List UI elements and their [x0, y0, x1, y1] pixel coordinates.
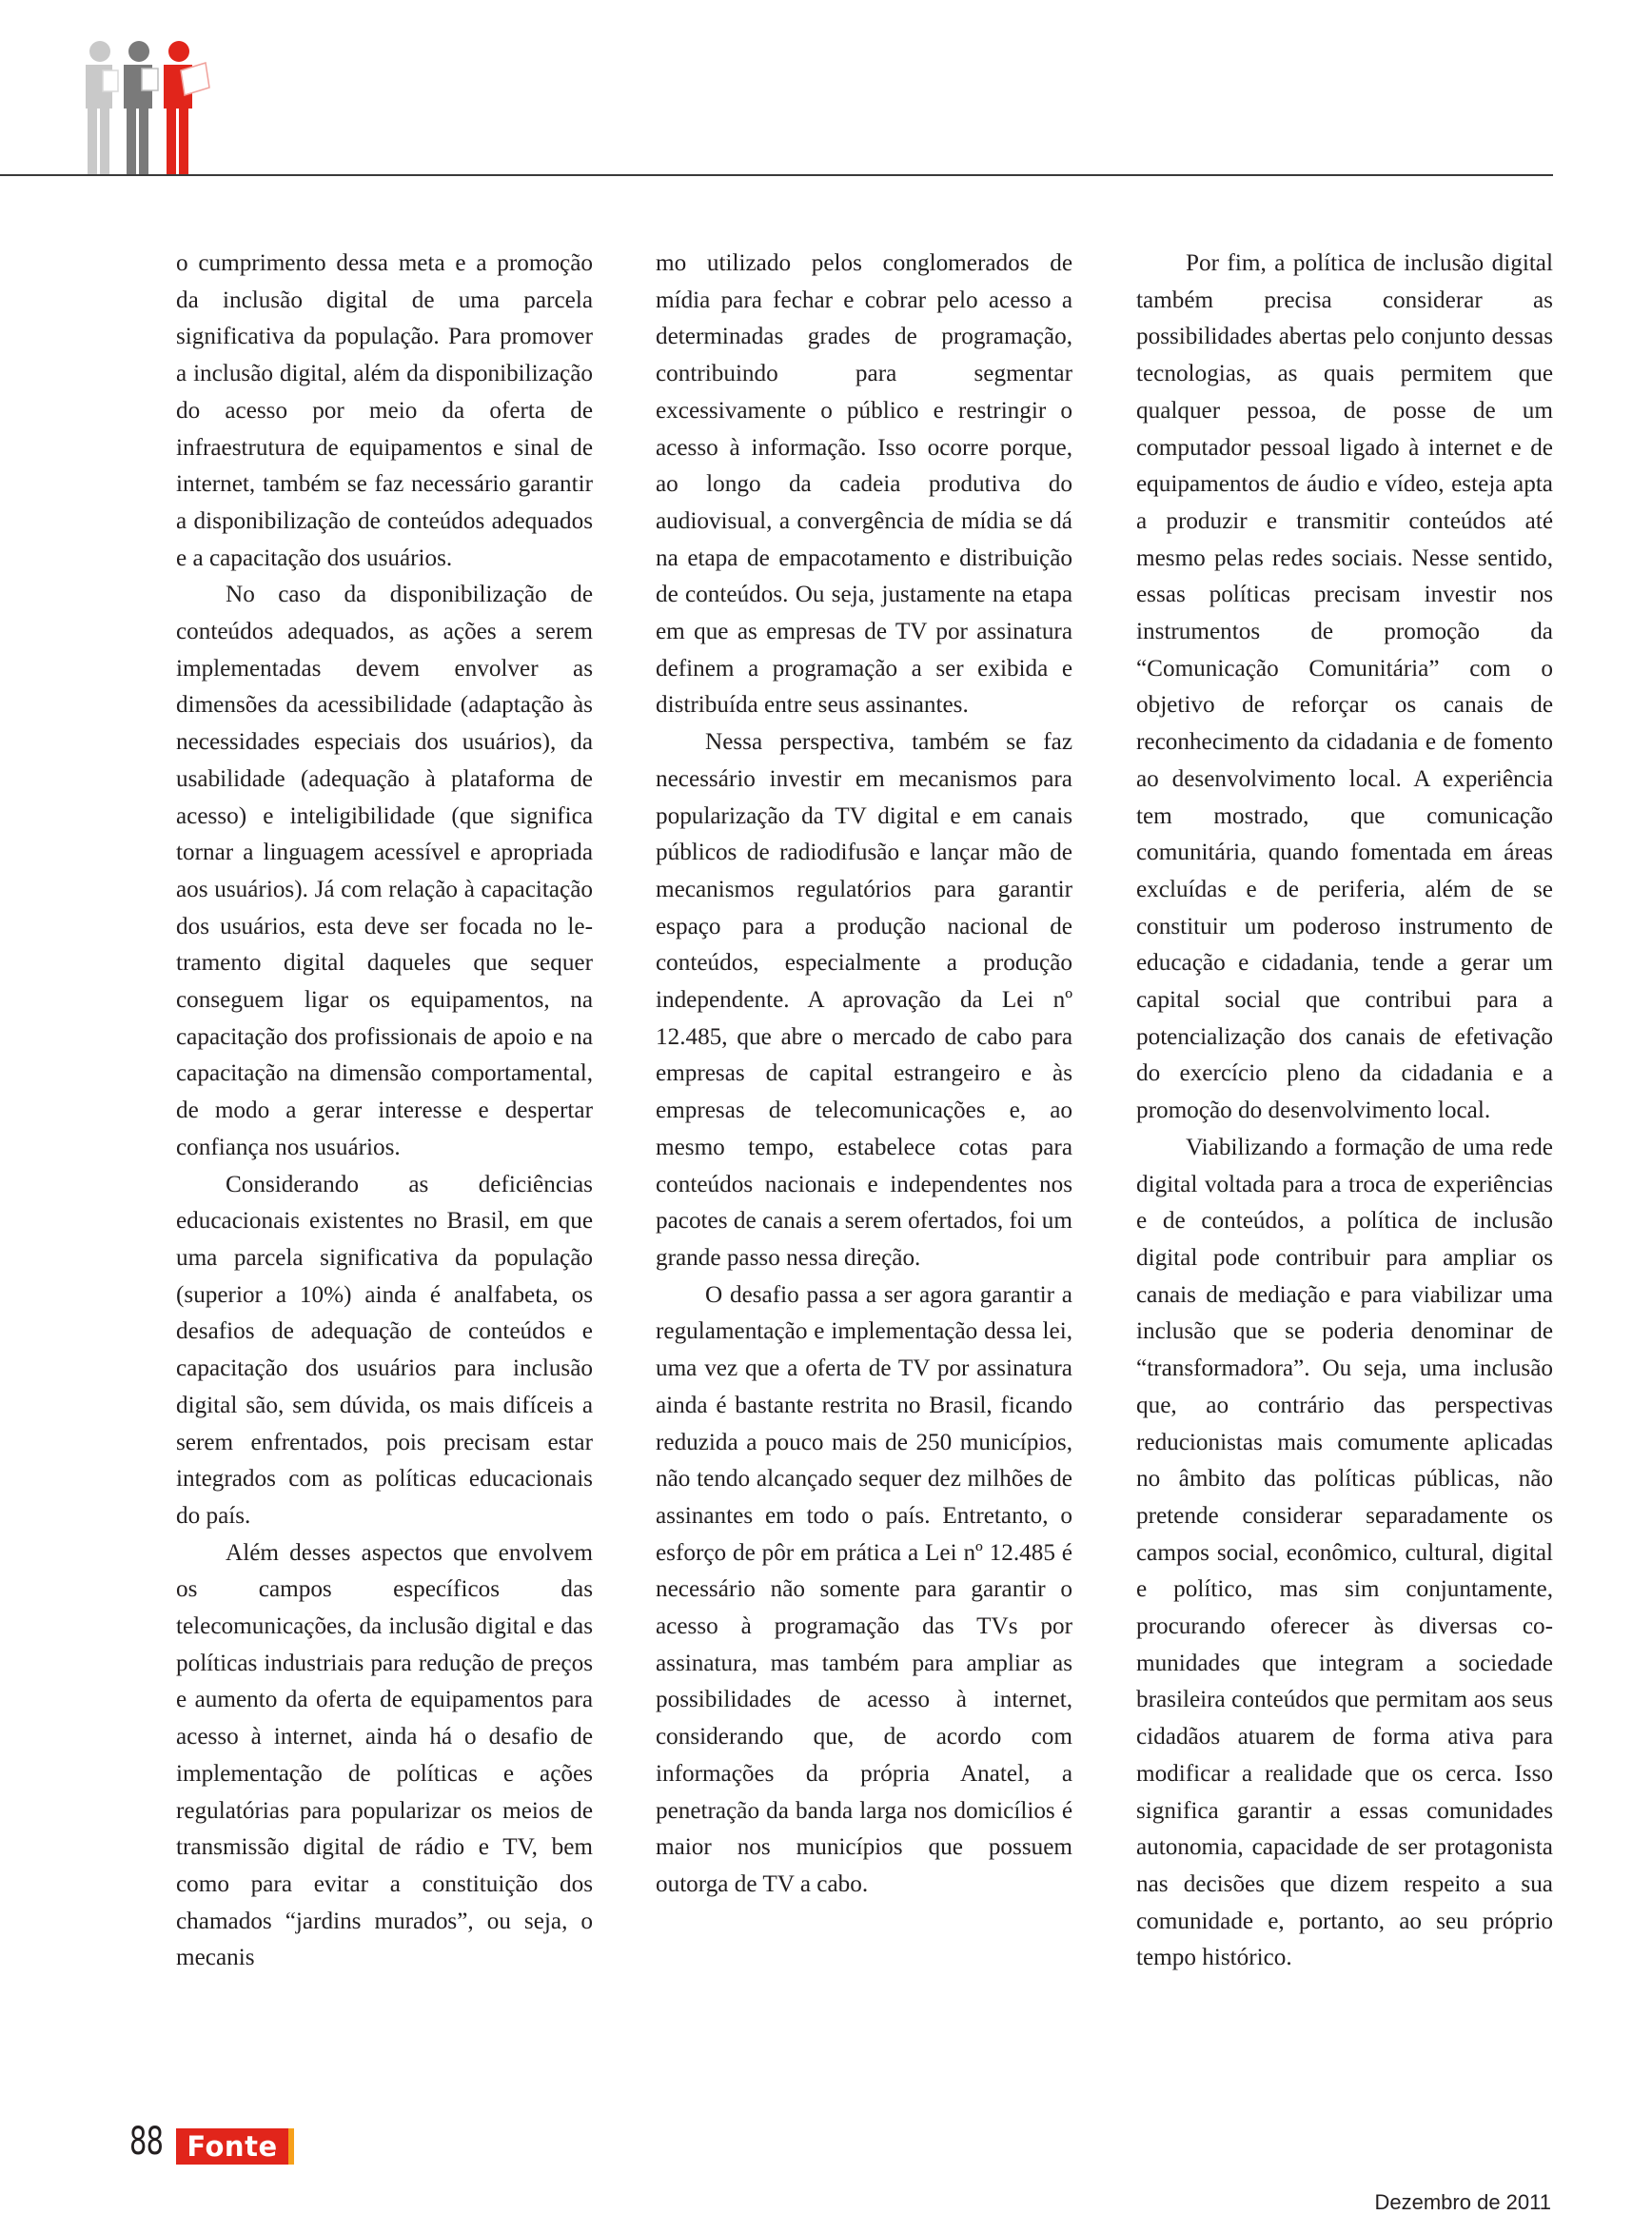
- paragraph: Viabilizando a formação de uma rede digital voltada para a troca de experiências e de conteúdos, a política de inclusão digital pode contribuir para ampliar os canais de mediação e para viabilizar uma inclusão que se poderia denominar de “transformadora”. Ou seja, uma inclusão que, ao contrário das perspectivas reducionistas mais comumente aplicadas no âmbito das políticas públicas, não pretende considerar separadamente os campos social, econômico, cultural, digital e político, mas sim conjuntamente, procurando oferecer às diversas comunidades que integram a sociedade brasileira conteúdos que permitam aos seus cidadãos atuarem de forma ativa para modificar a realidade que os cerca. Isso significa garantir a essas comunidades autonomia, capacidade de ser protagonista nas decisões que dizem respeito a sua comunidade e, portanto, ao seu próprio tempo histórico.: [1136, 1134, 1553, 1971]
- magazine-logo: Fonte: [176, 2128, 294, 2165]
- article-column-3: [1136, 246, 1553, 1977]
- paragraph: Considerando as deficiências educacionais existentes no Brasil, em que uma parcela significativa da população (superior a 10%) ainda é analfabeta, os desafios de adequação de conteúdos e capacitação dos usuários para inclusão digital são, sem dúvida, os mais difíceis a serem enfrentados, pois precisam estar integrados com as políticas educacionais do país.: [176, 1171, 593, 1529]
- paragraph: No caso da disponibilização de conteúdos adequados, as ações a serem implementadas devem envolver as dimensões da acessibilidade (adaptação às necessidades especiais dos usuários), da usabilidade (adequação à plataforma de acesso) e inteligibilidade (que significa tornar a linguagem acessível e apropriada aos usuários). Já com relação à capacitação dos usuários, esta deve ser focada no letramento digital daqueles que sequer conseguem ligar os equipamentos, na capacitação dos profissionais de apoio e na capacitação na dimensão comportamental, de modo a gerar interesse e despertar confiança nos usuários.: [176, 582, 593, 1160]
- three-people-figures-icon: [74, 38, 217, 179]
- paragraph: Além desses aspectos que envolvem os campos específicos das telecomunicações, da inclusão digital e das políticas industriais para redução de preços e aumento da oferta de equipamentos para acesso à internet, ainda há o desafio de implementação de políticas e ações regulatórias para popularizar os meios de transmissão digital de rádio e TV, bem como para evitar a constituição dos chamados “jardins murados”, ou seja, o mecanis: [176, 1539, 593, 1971]
- paragraph: Por fim, a política de inclusão digital também precisa considerar as possibilidades abertas pelo conjunto dessas tecnologias, as quais permitem que qualquer pessoa, de posse de um computador pessoal ligado à internet e de equipamentos de áudio e vídeo, esteja apta a produzir e transmitir conteúdos até mesmo pelas redes sociais. Nesse sentido, essas políticas precisam investir nos instrumentos de promoção da “Comunicação Comunitária” com o objetivo de reforçar os canais de reconhecimento da cidadania e de fomento ao desenvolvimento local. A experiência tem mostrado, que comunicação comunitária, quando fomentada em áreas excluídas e de periferia, além de se constituir um poderoso instrumento de educação e cidadania, tende a gerar um capital social que contribui para a potencialização dos canais de efetivação do exercício pleno da cidadania e a promoção do desenvolvimento local.: [1136, 250, 1553, 1124]
- article-column-1: [176, 246, 593, 1977]
- paragraph: mo utilizado pelos conglomerados de mídia para fechar e cobrar pelo acesso a determinadas grades de programação, contribuindo para segmentar excessivamente o público e restringir o acesso à informação. Isso ocorre porque, ao longo da cadeia produtiva do audiovisual, a convergência de mídia se dá na etapa de empacotamento e distribuição de conteúdos. Ou seja, justamente na etapa em que as empresas de TV por assinatura definem a programação a ser exibida e distribuída entre seus assinantes.: [656, 250, 1072, 719]
- paragraph: o cumprimento dessa meta e a promoção da inclusão digital de uma parcela significativa da população. Para promover a inclusão digital, além da disponibilização do acesso por meio da oferta de infraestrutura de equipamentos e sinal de internet, também se faz necessário garantir a disponibilização de conteúdos adequados e a capacitação dos usuários.: [176, 250, 593, 571]
- paragraph: Nessa perspectiva, também se faz necessário investir em mecanismos para popularização da TV digital e em canais públicos de radiodifusão e lançar mão de mecanismos regulatórios para garantir espaço para a produção nacional de conteúdos, especialmente a produção independente. A aprovação da Lei nº 12.485, que abre o mercado de cabo para empresas de capital estrangeiro e às empresas de telecomunicações e, ao mesmo tempo, estabelece cotas para conteúdos nacionais e independentes nos pacotes de canais a serem ofertados, foi um grande passo nessa direção.: [656, 729, 1072, 1271]
- header-rule: [0, 174, 1553, 176]
- paragraph: O desafio passa a ser agora garantir a regulamentação e implementação dessa lei, uma vez que a oferta de TV por assinatura ainda é bastante restrita no Brasil, ficando reduzida a pouco mais de 250 municípios, não tendo alcançado sequer dez milhões de assinantes em todo o país. Entretanto, o esforço de pôr em prática a Lei nº 12.485 é necessário não somente para garantir o acesso à programação das TVs por assinatura, mas também para ampliar as possibilidades de acesso à internet, considerando que, de acordo com informações da própria Anatel, a penetração da banda larga nos domicílios é maior nos municípios que possuem outorga de TV a cabo.: [656, 1281, 1072, 1897]
- article-column-2: [656, 246, 1072, 1904]
- issue-date: Dezembro de 2011: [1374, 2190, 1551, 2214]
- page-number: 88: [129, 2120, 164, 2164]
